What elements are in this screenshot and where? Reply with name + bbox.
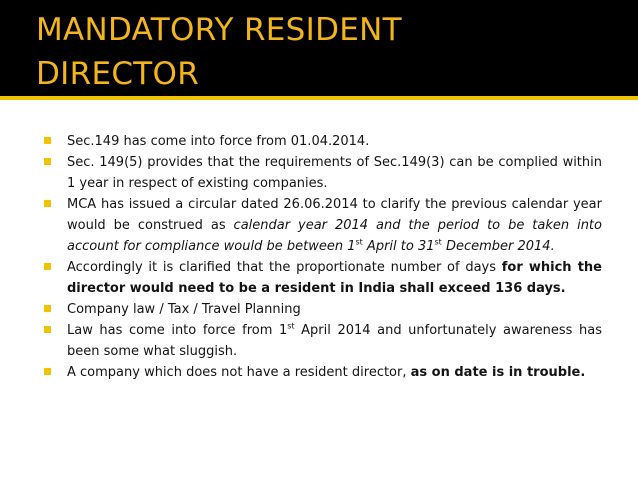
title-line-2: DIRECTOR: [36, 56, 200, 92]
bullet-text: Accordingly it is clarified that the proportionate number of days: [67, 260, 502, 275]
bullet-list: [44, 131, 602, 383]
list-item: [44, 320, 602, 362]
square-bullet-icon: [44, 326, 51, 333]
square-bullet-icon: [44, 368, 51, 375]
bullet-text-italic: calendar year 2014 and the period to be taken into account for compliance would be between 1: [67, 218, 602, 254]
title-line-1: MANDATORY RESIDENT: [36, 12, 402, 48]
superscript: st: [434, 237, 442, 247]
title-bar: [0, 0, 638, 100]
list-item: [44, 152, 602, 194]
list-item: [44, 194, 602, 257]
square-bullet-icon: [44, 200, 51, 207]
square-bullet-icon: [44, 305, 51, 312]
bullet-text-bold: as on date is in trouble.: [410, 365, 586, 380]
bullet-text: A company which does not have a resident director,: [67, 365, 411, 380]
square-bullet-icon: [44, 263, 51, 270]
bullet-text: Sec.149 has come into force from 01.04.2014.: [67, 134, 370, 149]
list-item: [44, 362, 602, 383]
bullet-text: Law has come into force from 1: [67, 323, 288, 338]
list-item: [44, 131, 602, 152]
bullet-text: April 2014 and unfortunately awareness has been some what sluggish.: [67, 323, 602, 359]
list-item: [44, 257, 602, 299]
slide-title: [36, 8, 402, 96]
superscript: st: [355, 237, 363, 247]
bullet-text-italic: April to 31: [362, 239, 435, 254]
square-bullet-icon: [44, 137, 51, 144]
square-bullet-icon: [44, 158, 51, 165]
superscript: st: [287, 321, 295, 331]
bullet-text-italic: December 2014.: [441, 239, 555, 254]
bullet-text-bold: for which the director would need to be a resident in India shall exceed 136 days.: [67, 260, 602, 296]
bullet-text: Company law / Tax / Travel Planning: [67, 302, 301, 317]
bullet-text: MCA has issued a circular dated 26.06.2014 to clarify the previous calendar year would be construed as: [67, 197, 602, 233]
list-item: [44, 299, 602, 320]
bullet-text: Sec. 149(5) provides that the requirements of Sec.149(3) can be complied within 1 year in respect of existing companies.: [67, 155, 602, 191]
